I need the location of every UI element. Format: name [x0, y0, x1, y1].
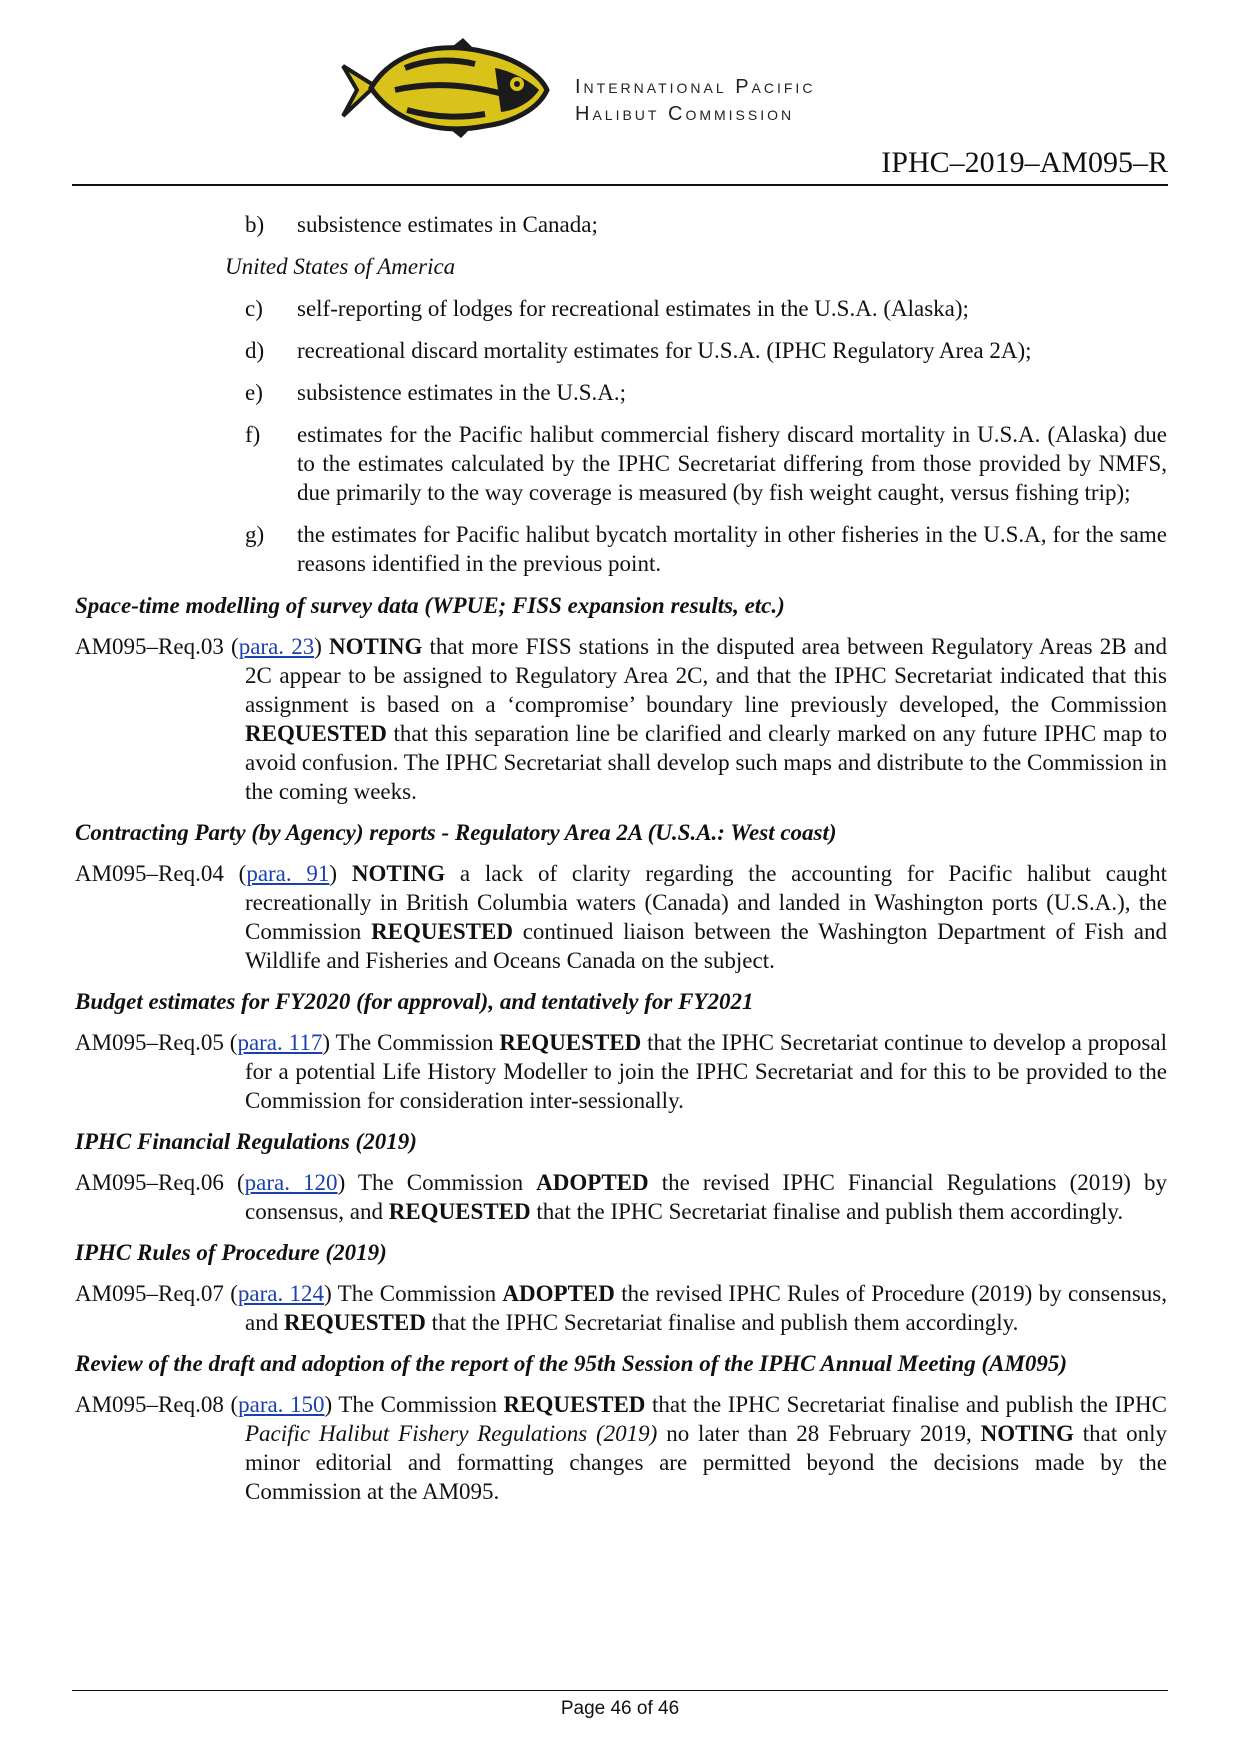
keyword: REQUESTED [503, 1392, 646, 1417]
item-label: g) [245, 522, 265, 547]
request-text: continued liaison between the Washington Department of Fish and Wildlife and Fisheries and Oceans Canada on the subject. [245, 919, 1167, 973]
para-link[interactable]: para. 124 [237, 1281, 325, 1306]
item-label: b) [245, 212, 265, 237]
section-heading: Review of the draft and adoption of the report of the 95th Session of the IPHC Annual Meeting (AM095) [75, 1351, 1068, 1376]
document-code: IPHC–2019–AM095–R [881, 146, 1168, 179]
item-label: d) [245, 338, 265, 363]
request-paragraph: AM095–Req.06 (para. 120) The Commission ADOPTED the revised IPHC Financial Regulations (2019) by consensus, and REQUESTED that the IPHC Secretariat finalise and publish them accordingly. [75, 1170, 1167, 1224]
request-text: no later than 28 February 2019, [657, 1421, 981, 1446]
page-number: Page 46 of 46 [560, 1698, 680, 1719]
request-id: AM095–Req.05 [75, 1030, 224, 1055]
keyword: NOTING [980, 1421, 1074, 1446]
keyword: REQUESTED [283, 1310, 426, 1335]
para-link[interactable]: para. 117 [237, 1030, 323, 1055]
item-label: e) [245, 380, 263, 405]
request-text: The Commission [332, 1392, 504, 1417]
keyword: REQUESTED [388, 1199, 531, 1224]
item-text: recreational discard mortality estimates for U.S.A. (IPHC Regulatory Area 2A); [297, 338, 1032, 363]
regulation-title: Pacific Halibut Fishery Regulations (2019) [245, 1421, 658, 1446]
request-id: AM095–Req.06 [75, 1170, 224, 1195]
request-text: The Commission [345, 1170, 537, 1195]
request-text: that this separation line be clarified and clearly marked on any future IPHC map to avoid confusion. The IPHC Secretariat shall develop such maps and distribute to the Commission in the coming weeks. [245, 721, 1167, 804]
list-item [245, 336, 1167, 365]
request-paragraph: AM095–Req.04 (para. 91) NOTING a lack of clarity regarding the accounting for Pacific halibut caught recreationally in British Columbia waters (Canada) and landed in Washington ports (U.S.A.), the Commission REQUESTED continued liaison between the Washington Department of Fish and Wildlife and Fisheries and Oceans Canada on the subject. [75, 861, 1168, 973]
request-text [337, 861, 352, 886]
request-text: that the IPHC Secretariat finalise and publish them accordingly. [425, 1310, 1019, 1335]
para-link[interactable]: para. 150 [238, 1392, 325, 1417]
request-text: that the IPHC Secretariat continue to develop a proposal for a potential Life History Modeller to join the IPHC Secretariat and for this to be provided to the Commission for consideration inter-sessionally. [245, 1030, 1167, 1113]
request-paragraph: AM095–Req.07 (para. 124) The Commission ADOPTED the revised IPHC Rules of Procedure (2019) by consensus, and REQUESTED that the IPHC Secretariat finalise and publish them accordingly. [75, 1281, 1167, 1335]
org-name-line1: International Pacific [575, 76, 816, 98]
item-text: self-reporting of lodges for recreational estimates in the U.S.A. (Alaska); [297, 296, 969, 321]
request-text: The Commission [330, 1030, 500, 1055]
item-text: subsistence estimates in Canada; [297, 212, 598, 237]
item-text: the estimates for Pacific halibut bycatch mortality in other fisheries in the U.S.A, for the same reasons identified in the previous point. [297, 522, 1167, 576]
item-label: c) [245, 296, 263, 321]
section-heading: Budget estimates for FY2020 (for approval), and tentatively for FY2021 [75, 989, 754, 1014]
keyword: REQUESTED [499, 1030, 642, 1055]
keyword: NOTING [329, 634, 423, 659]
country-heading: United States of America [225, 254, 456, 279]
para-link[interactable]: para. 23 [238, 634, 315, 659]
request-paragraph: AM095–Req.08 (para. 150) The Commission REQUESTED that the IPHC Secretariat finalise and publish the IPHC Pacific Halibut Fishery Regulations (2019) no later than 28 February 2019, NOTING that only minor editorial and formatting changes are permitted beyond the decisions made by the Commission at the AM095. [75, 1392, 1167, 1504]
section-heading: IPHC Financial Regulations (2019) [75, 1129, 417, 1154]
request-text: The Commission [331, 1281, 503, 1306]
section-heading: Contracting Party (by Agency) reports - Regulatory Area 2A (U.S.A.: West coast) [75, 820, 837, 845]
organization-name [575, 74, 815, 128]
page-header [0, 0, 1240, 190]
para-link[interactable]: para. 91 [246, 861, 330, 886]
keyword: REQUESTED [245, 721, 387, 746]
item-label: f) [245, 422, 261, 447]
request-text: that the IPHC Secretariat finalise and publish the IPHC [645, 1392, 1167, 1417]
document-body [75, 210, 1167, 1518]
keyword: ADOPTED [502, 1281, 615, 1306]
para-link[interactable]: para. 120 [244, 1170, 338, 1195]
section-heading: Space-time modelling of survey data (WPUE; FISS expansion results, etc.) [75, 593, 785, 618]
request-text: the revised IPHC Financial Regulations (2019) by consensus, and [245, 1170, 1167, 1224]
request-text: that only minor editorial and formatting changes are permitted beyond the decisions made by the Commission at the AM095. [245, 1421, 1167, 1504]
item-text: subsistence estimates in the U.S.A.; [297, 380, 626, 405]
keyword: ADOPTED [536, 1170, 649, 1195]
request-text: that the IPHC Secretariat finalise and publish them accordingly. [530, 1199, 1124, 1224]
request-id: AM095–Req.04 [75, 861, 224, 886]
request-id: AM095–Req.07 [75, 1281, 224, 1306]
request-text: the revised IPHC Rules of Procedure (2019) by consensus, and [245, 1281, 1167, 1335]
halibut-logo-icon [335, 38, 555, 138]
section-heading: IPHC Rules of Procedure (2019) [75, 1240, 387, 1265]
list-item [245, 210, 1167, 239]
request-text: that more FISS stations in the disputed area between Regulatory Areas 2B and 2C appear to be assigned to Regulatory Area 2C, and that the IPHC Secretariat indicated that this assignment is based on a ‘compromise’ boundary line previously developed, the Commission [245, 634, 1168, 717]
header-divider [72, 184, 1168, 186]
request-paragraph: AM095–Req.03 (para. 23) NOTING that more FISS stations in the disputed area between Regulatory Areas 2B and 2C appear to be assigned to Regulatory Area 2C, and that the IPHC Secretariat indicated that this assignment is based on a ‘compromise’ boundary line previously developed, the Commission REQUESTED that this separation line be clarified and clearly marked on any future IPHC map to avoid confusion. The IPHC Secretariat shall develop such maps and distribute to the Commission in the coming weeks. [75, 634, 1168, 804]
list-item [245, 294, 1167, 323]
list-item [245, 420, 1167, 507]
org-name-line2: Halibut Commission [575, 103, 795, 125]
request-id: AM095–Req.08 [75, 1392, 224, 1417]
request-id: AM095–Req.03 [75, 634, 224, 659]
request-paragraph: AM095–Req.05 (para. 117) The Commission REQUESTED that the IPHC Secretariat continue to develop a proposal for a potential Life History Modeller to join the IPHC Secretariat and for this to be provided to the Commission for consideration inter-sessionally. [75, 1030, 1167, 1113]
request-text [322, 634, 329, 659]
keyword: NOTING [351, 861, 446, 886]
list-item [245, 378, 1167, 407]
item-text: estimates for the Pacific halibut commercial fishery discard mortality in U.S.A. (Alaska) due to the estimates calculated by the IPHC Secretariat differing from those provided by NMFS, due primarily to the way coverage is measured (by fish weight caught, versus fishing trip); [297, 422, 1167, 505]
keyword: REQUESTED [371, 919, 513, 944]
footer-divider [72, 1690, 1168, 1691]
list-item [245, 520, 1167, 578]
request-text: a lack of clarity regarding the accounting for Pacific halibut caught recreationally in British Columbia waters (Canada) and landed in Washington ports (U.S.A.), the Commission [245, 861, 1168, 944]
